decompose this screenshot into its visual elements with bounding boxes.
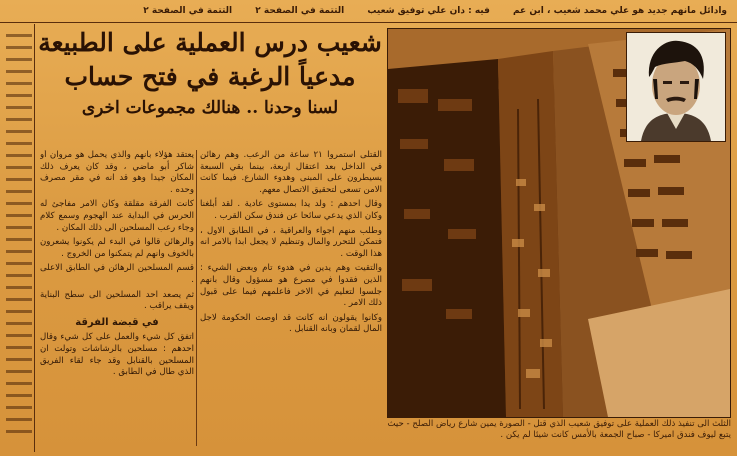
headline-block (34, 26, 386, 154)
article-paragraph: وكانوا يقولون انه كانت قد اوصت الحكومة لاجل المال لقمان وبانه القنابل . (200, 312, 382, 335)
photo-caption: الثلث الى تنفيذ ذلك العملية على توفيق شعيب الذي قتل - الصورة يمين شارع رياض الصلح - حيث يتبع ليوف فندق اميركا - صباح الجمعة بالأمس كانت شيئا لم يكن . (387, 419, 731, 440)
article-paragraph: كانت الفرقة مقلقة وكان الامر مفاجئ له الحرس في البداية عند الهجوم وسمع كلام وجاء رعب المسلحين الى ذلك المكان . (40, 199, 194, 233)
article-paragraph: والتقيت وهم يدين في هدوء تام وبعض الشيء : الذين فقدوا في مصرع هو مسؤول وقال بانهم جلسوا لتعليم في الاخر فاعلمهم فيما على قبول ذلك الامر . (200, 263, 382, 309)
article-paragraph: القتلى استمروا ٢١ ساعة من الرعب. وهم رهائن في الداخل بعد اعتقال اربعة، بينما بقي السبعة يسيطرون على المبنى وهدوء الشارع. فيما كانت الامن تسعى لتحقيق الاتصال معهم. (200, 150, 382, 195)
article-paragraph: اتفق كل شيء والعمل على كل شيء وقال احدهم : مسلحين بالرشاشات وتولت ان المسلحين بالقنابل وقد جاء لقاء الفريق الذي طال في الطابق . (40, 332, 194, 378)
column-divider (196, 150, 197, 446)
article-subhead: في قبضة الفرقة (75, 316, 159, 328)
headline-line-2: مدعياً الرغبة في فتح حساب (64, 62, 356, 91)
headline-kicker: لسنا وحدنا .. هنالك مجموعات اخرى (81, 98, 339, 118)
article-paragraph: ثم يصعد احد المسلحين الى سطح البناية ويقف يراقب . (40, 289, 194, 312)
article-paragraph: يعتقد هؤلاء بانهم والذي يحمل هو مروان أو شاكر أبو ماضي ، وقد كان يعرف ذلك المكان جيدا وهو قد انه في مقر مصرف وحده . (40, 150, 194, 195)
article-paragraph: وطلب منهم اجواء والعراقية ، في الطابق الاول ، فتمكن للتحرر والمال وتنظيم لا يجعل ابدا بالامر انه هذا الوقت . (200, 225, 382, 259)
article-paragraph: قسم المسلحين الرهائن في الطابق الاعلى . (40, 263, 194, 285)
article-column-left (40, 150, 194, 446)
article-paragraph: والرهائن قالوا في البدء لم يكونوا يشعرون بالخوف وانهم لم يتمكنوا من الخروج . (40, 237, 194, 259)
header-item: التتمة في الصفحة ٢ (255, 6, 345, 16)
header-item: فيه : دان علي توفيق شعيب (367, 6, 490, 16)
headline-line-1: شعيب درس العملية على الطبيعة (38, 28, 382, 57)
adjacent-column-fragment (4, 24, 35, 452)
portrait-photo (626, 32, 726, 142)
article-paragraph: وقال احدهم : ولد يدا بمستوى عادية . لقد أبلغنا وكان الذي يدعي سائحا عن فندق سكن القرب . (200, 199, 382, 221)
article-column-right (200, 150, 382, 446)
header-strip (0, 0, 737, 23)
header-item: التتمة في الصفحة ٢ (143, 6, 233, 16)
header-item: وادائل مانهم جديد هو علي محمد شعيب ، ابن عم (512, 6, 727, 16)
